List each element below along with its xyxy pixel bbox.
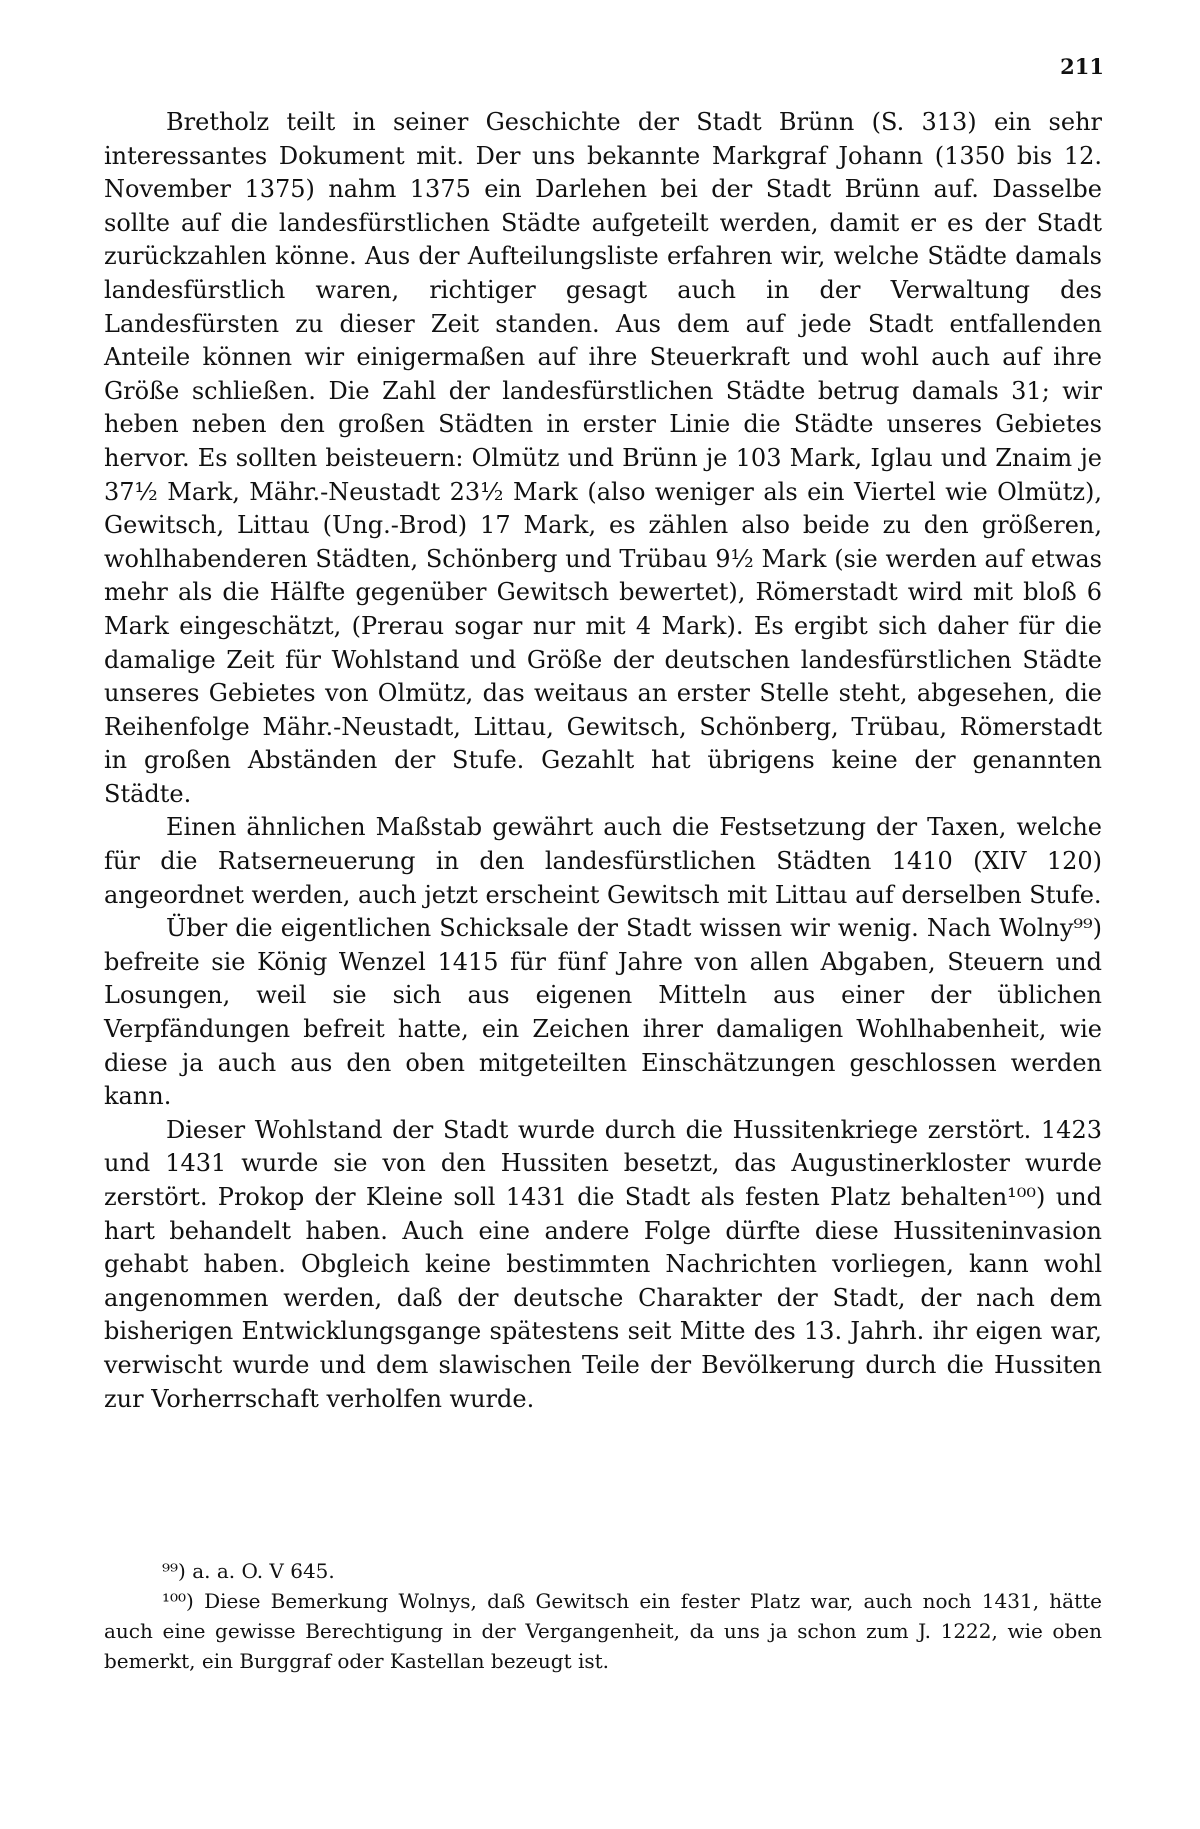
page-number: 211 (1060, 54, 1104, 79)
paragraph-2: Einen ähnlichen Maßstab gewährt auch die Festsetzung der Taxen, welche für die Ratserneuerung in den landesfürstlichen Städten 1410 (XIV 120) angeordnet werden, auch jetzt erscheint Gewitsch mit Littau auf derselben Stufe. (104, 813, 1102, 909)
main-text (104, 106, 1102, 1416)
footnote-99: ⁹⁹) a. a. O. V 645. (162, 1559, 335, 1583)
paragraph-4: Dieser Wohlstand der Stadt wurde durch die Hussitenkriege zerstört. 1423 und 1431 wurde sie von den Hussiten besetzt, das Augustinerkloster wurde zerstört. Prokop der Kleine soll 1431 die Stadt als festen Platz behalten¹⁰⁰) und hart behandelt haben. Auch eine andere Folge dürfte diese Hussiteninvasion gehabt haben. Obgleich keine bestimmten Nachrichten vorliegen, kann wohl angenommen werden, daß der deutsche Charakter der Stadt, der nach dem bisherigen Entwicklungsgange spätestens seit Mitte des 13. Jahrh. ihr eigen war, verwischt wurde und dem slawischen Teile der Bevölkerung durch die Hussiten zur Vorherrschaft verholfen wurde. (104, 1115, 1102, 1413)
footnotes (104, 1556, 1102, 1676)
paragraph-1: Bretholz teilt in seiner Geschichte der Stadt Brünn (S. 313) ein sehr interessantes Dokument mit. Der uns bekannte Markgraf Johann (1350 bis 12. November 1375) nahm 1375 ein Darlehen bei der Stadt Brünn auf. Dasselbe sollte auf die landesfürstlichen Städte aufgeteilt werden, damit er es der Stadt zurückzahlen könne. Aus der Aufteilungsliste erfahren wir, welche Städte damals landesfürstlich waren, richtiger gesagt auch in der Verwaltung des Landesfürsten zu dieser Zeit standen. Aus dem auf jede Stadt entfallenden Anteile können wir einigermaßen auf ihre Steuerkraft und wohl auch auf ihre Größe schließen. Die Zahl der landesfürstlichen Städte betrug damals 31; wir heben neben den großen Städten in erster Linie die Städte unseres Gebietes hervor. Es sollten beisteuern: Olmütz und Brünn je 103 Mark, Iglau und Znaim je 37½ Mark, Mähr.-Neustadt 23½ Mark (also weniger als ein Viertel wie Olmütz), Gewitsch, Littau (Ung.-Brod) 17 Mark, es zählen also beide zu den größeren, wohlhabenderen Städten, Schönberg und Trübau 9½ Mark (sie werden auf etwas mehr als die Hälfte gegenüber Gewitsch bewertet), Römerstadt wird mit bloß 6 Mark eingeschätzt, (Prerau sogar nur mit 4 Mark). Es ergibt sich daher für die damalige Zeit für Wohlstand und Größe der deutschen landesfürstlichen Städte unseres Gebietes von Olmütz, das weitaus an erster Stelle steht, abgesehen, die Reihenfolge Mähr.-Neustadt, Littau, Gewitsch, Schönberg, Trübau, Römerstadt in großen Abständen der Stufe. Gezahlt hat übrigens keine der genannten Städte. (104, 108, 1102, 808)
paragraph-3: Über die eigentlichen Schicksale der Stadt wissen wir wenig. Nach Wolny⁹⁹) befreite sie König Wenzel 1415 für fünf Jahre von allen Abgaben, Steuern und Losungen, weil sie sich aus eigenen Mitteln aus einer der üblichen Verpfändungen befreit hatte, ein Zeichen ihrer damaligen Wohlhabenheit, wie diese ja auch aus den oben mitgeteilten Einschätzungen geschlossen werden kann. (104, 914, 1102, 1111)
footnote-100: ¹⁰⁰) Diese Bemerkung Wolnys, daß Gewitsch ein fester Platz war, auch noch 1431, hätte auch eine gewisse Berechtigung in der Vergangenheit, da uns ja schon zum J. 1222, wie oben bemerkt, ein Burggraf oder Kastellan bezeugt ist. (104, 1589, 1102, 1673)
